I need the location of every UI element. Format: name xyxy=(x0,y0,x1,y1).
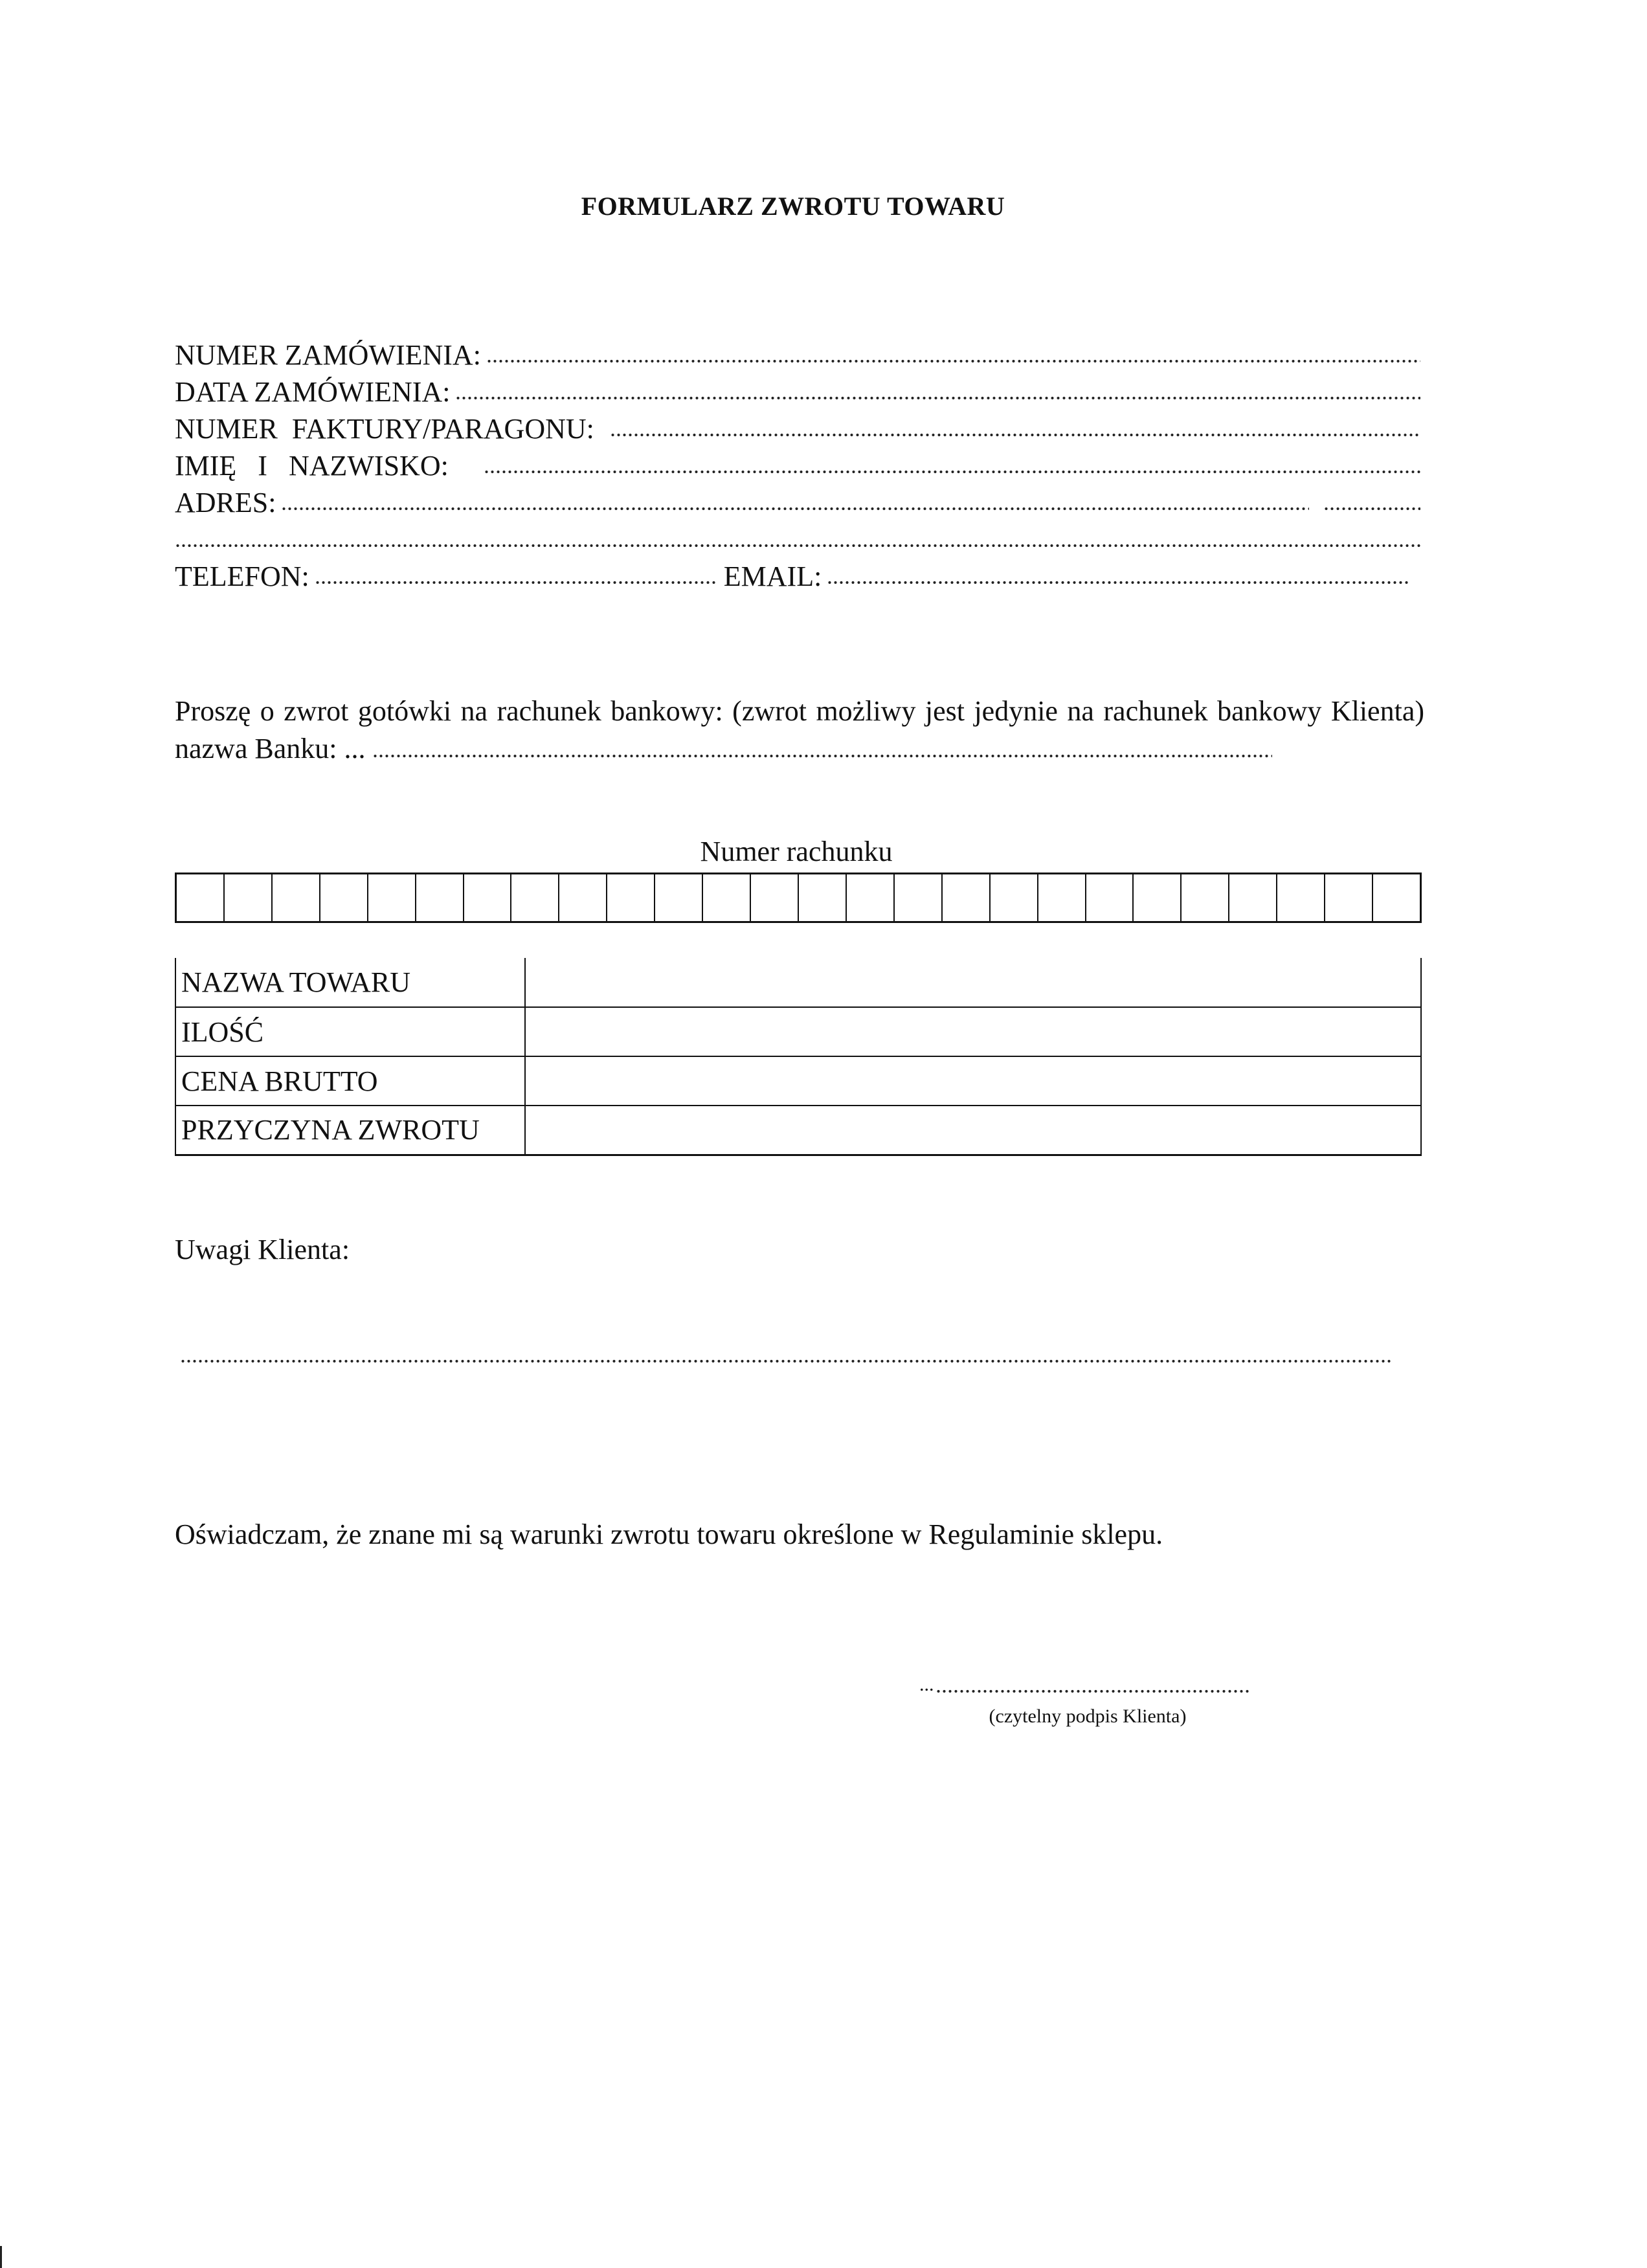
form-title: FORMULARZ ZWROTU TOWARU xyxy=(581,192,1005,221)
signature-leading-dots: ... xyxy=(919,1674,934,1695)
order-date-label: DATA ZAMÓWIENIA: xyxy=(175,376,451,408)
account-digit-box[interactable] xyxy=(225,874,273,921)
phone-email-row[interactable] xyxy=(175,555,1409,591)
account-digit-box[interactable] xyxy=(799,874,847,921)
account-digit-box[interactable] xyxy=(1373,874,1420,921)
address-dotted-line-end xyxy=(1323,507,1420,511)
signature-dotted-line xyxy=(936,1689,1250,1693)
account-digit-box[interactable] xyxy=(1182,874,1229,921)
account-digit-box[interactable] xyxy=(320,874,368,921)
return-reason-label: PRZYCZYNA ZWROTU xyxy=(175,1106,525,1155)
name-label: IMIĘ I NAZWISKO: xyxy=(175,450,449,482)
signature-line[interactable] xyxy=(919,1674,1249,1696)
invoice-number-field[interactable] xyxy=(175,407,1420,443)
items-table xyxy=(175,958,1422,1156)
account-digit-box[interactable] xyxy=(991,874,1038,921)
address-second-line[interactable] xyxy=(175,518,1420,554)
account-number-boxes[interactable] xyxy=(175,873,1422,923)
account-digit-box[interactable] xyxy=(273,874,320,921)
address-second-dotted-line xyxy=(175,544,1420,548)
scan-edge-mark xyxy=(0,2246,2,2268)
account-digit-box[interactable] xyxy=(1038,874,1086,921)
table-row xyxy=(175,1106,1421,1155)
quantity-cell[interactable] xyxy=(525,1007,1421,1056)
account-digit-box[interactable] xyxy=(1086,874,1134,921)
name-dotted-line xyxy=(484,470,1420,474)
account-digit-box[interactable] xyxy=(416,874,464,921)
terms-statement: Oświadczam, że znane mi są warunki zwrotu towaru określone w Regulaminie sklepu. xyxy=(175,1518,1163,1550)
name-field[interactable] xyxy=(175,444,1420,480)
account-digit-box[interactable] xyxy=(847,874,895,921)
order-date-dotted-line xyxy=(455,396,1420,400)
order-number-label: NUMER ZAMÓWIENIA: xyxy=(175,339,481,371)
refund-text: Proszę o zwrot gotówki na rachunek bankowy: (zwrot możliwy jest jedynie na rachunek bankowy Klienta) nazwa Banku: ... xyxy=(175,695,1424,764)
address-dotted-line xyxy=(281,507,1309,511)
order-date-field[interactable] xyxy=(175,370,1420,406)
account-digit-box[interactable] xyxy=(368,874,416,921)
table-row xyxy=(175,1007,1421,1056)
gross-price-cell[interactable] xyxy=(525,1056,1421,1106)
item-name-label: NAZWA TOWARU xyxy=(175,958,525,1007)
account-digit-box[interactable] xyxy=(607,874,655,921)
account-digit-box[interactable] xyxy=(177,874,225,921)
order-number-field[interactable] xyxy=(175,333,1420,370)
phone-label: TELEFON: xyxy=(175,561,309,592)
account-digit-box[interactable] xyxy=(511,874,559,921)
account-digit-box[interactable] xyxy=(1229,874,1277,921)
invoice-number-label: NUMER FAKTURY/PARAGONU: xyxy=(175,413,594,445)
account-digit-box[interactable] xyxy=(703,874,751,921)
address-field[interactable] xyxy=(175,481,1420,517)
address-label: ADRES: xyxy=(175,487,276,518)
account-digit-box[interactable] xyxy=(1325,874,1373,921)
account-digit-box[interactable] xyxy=(895,874,943,921)
account-number-caption: Numer rachunku xyxy=(700,836,893,867)
account-digit-box[interactable] xyxy=(559,874,607,921)
bank-name-dotted-line[interactable] xyxy=(372,754,1272,758)
item-name-cell[interactable] xyxy=(525,958,1421,1007)
customer-notes-label: Uwagi Klienta: xyxy=(175,1234,350,1265)
quantity-label: ILOŚĆ xyxy=(175,1007,525,1056)
account-digit-box[interactable] xyxy=(943,874,991,921)
customer-notes-dotted-line[interactable] xyxy=(180,1359,1391,1363)
table-row xyxy=(175,1056,1421,1106)
email-dotted-line xyxy=(827,581,1409,584)
refund-paragraph xyxy=(175,693,1424,768)
account-digit-box[interactable] xyxy=(464,874,512,921)
email-label: EMAIL: xyxy=(723,561,822,592)
signature-caption: (czytelny podpis Klienta) xyxy=(989,1706,1187,1727)
table-row xyxy=(175,958,1421,1007)
gross-price-label: CENA BRUTTO xyxy=(175,1056,525,1106)
order-number-dotted-line xyxy=(486,359,1420,363)
account-digit-box[interactable] xyxy=(655,874,703,921)
phone-dotted-line xyxy=(315,581,716,584)
account-digit-box[interactable] xyxy=(1277,874,1325,921)
account-digit-box[interactable] xyxy=(1134,874,1182,921)
return-reason-cell[interactable] xyxy=(525,1106,1421,1155)
account-digit-box[interactable] xyxy=(751,874,799,921)
invoice-number-dotted-line xyxy=(610,433,1420,437)
